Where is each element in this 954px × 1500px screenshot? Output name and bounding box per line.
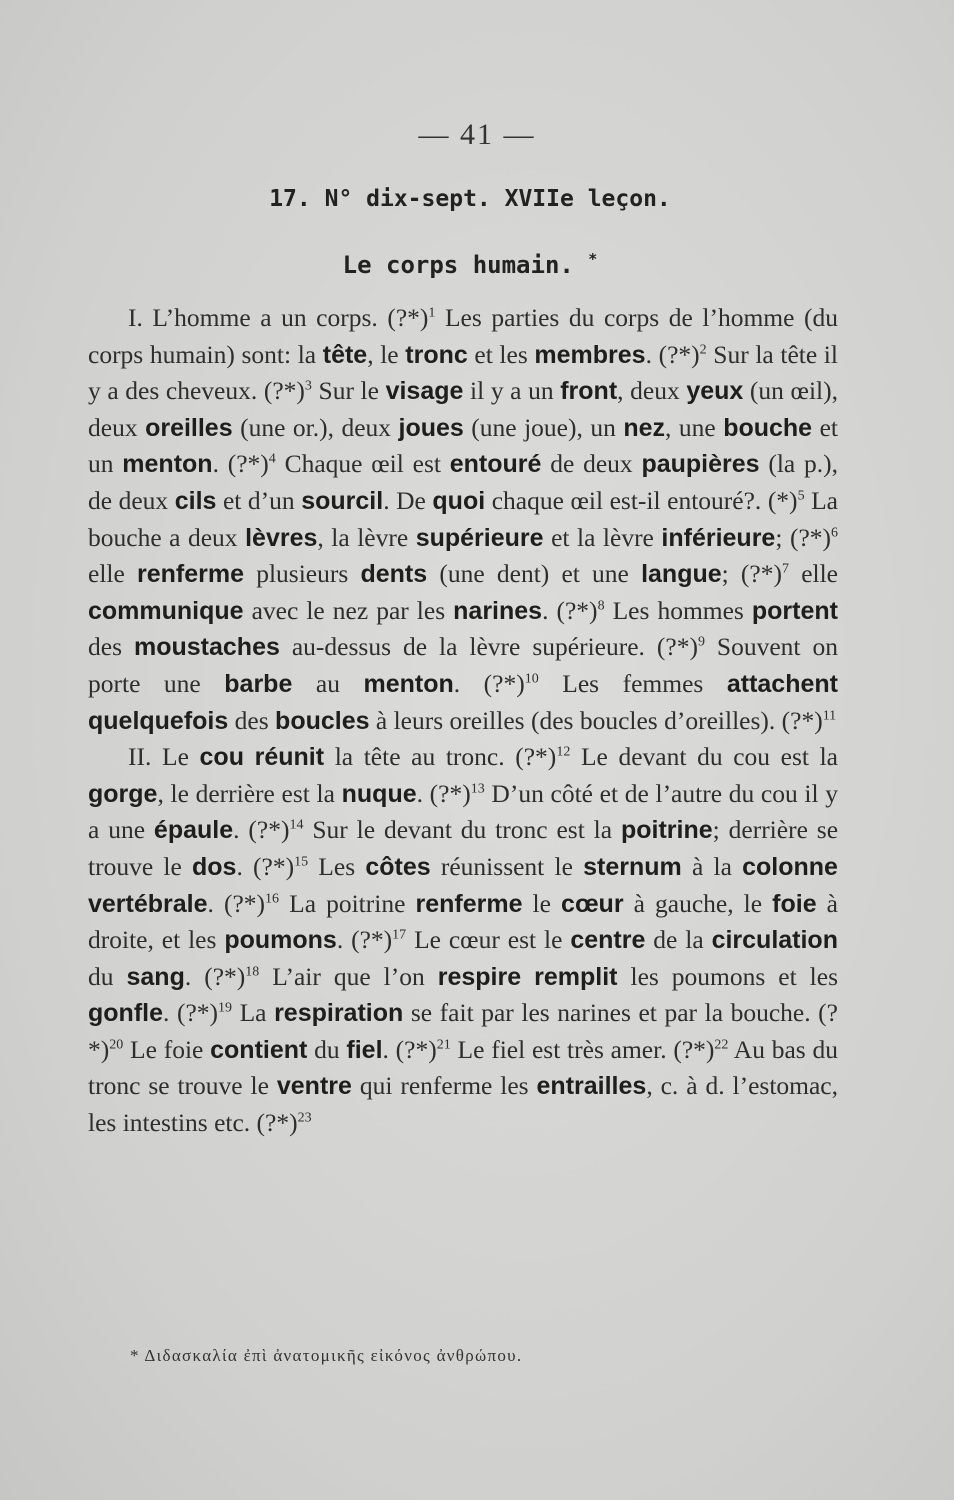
text-run: et la lèvre	[543, 522, 662, 552]
keyword: entouré	[449, 450, 542, 479]
footnote: * Διδασκαλία ἐπὶ ἀνατομικῆς εἰκόνος ἀνθρώπου.	[130, 1346, 523, 1365]
paragraph-one	[88, 300, 838, 739]
lesson-title	[0, 250, 940, 279]
text-run: ; (?*)	[775, 522, 831, 552]
keyword: ventre	[276, 1072, 352, 1101]
text-run: de deux	[541, 449, 642, 479]
text-run: se fait par les narines et par la bouche. (?*)	[88, 998, 838, 1064]
text-run: . (?*)	[336, 925, 393, 955]
keyword: oreilles	[145, 413, 233, 442]
text-run: La bouche a deux	[88, 485, 839, 552]
text-run: de la	[645, 925, 712, 955]
text-run: à la	[681, 851, 743, 881]
text-run: (une joue), un	[463, 412, 624, 442]
text-run: . (?*)	[207, 888, 266, 918]
keyword: poumons	[224, 926, 337, 955]
keyword: fiel	[346, 1035, 383, 1064]
lesson-heading: 17. N° dix-sept. XVIIe leçon.	[269, 186, 671, 212]
text-run: , le	[367, 339, 406, 369]
text-run: des	[228, 705, 276, 735]
keyword: nez	[623, 413, 666, 442]
text-run: le	[522, 888, 562, 918]
keyword: yeux	[686, 377, 744, 406]
keyword: entrailles	[536, 1072, 647, 1101]
keyword: sang	[126, 962, 185, 991]
keyword: tronc	[405, 340, 468, 369]
text-run: . (?*)	[233, 815, 290, 845]
text-run: la tête au tronc. (?*)	[324, 742, 557, 772]
question-number: 19	[218, 1000, 233, 1016]
question-number: 16	[265, 891, 280, 906]
question-number: 2	[699, 342, 707, 358]
text-run: du	[88, 961, 127, 991]
title-footnote-mark: *	[588, 250, 598, 268]
text-run: réunissent le	[430, 851, 584, 881]
question-number: 11	[822, 708, 837, 724]
text-run: Souvent on porte une	[88, 632, 838, 698]
question-number: 3	[304, 378, 312, 394]
text-run: à droite, et les	[88, 888, 839, 955]
text-run: D’un côté et de l’autre du cou il y a une	[88, 778, 838, 845]
question-number: 17	[392, 927, 407, 943]
question-number: 7	[782, 561, 789, 577]
text-run	[521, 962, 534, 991]
text-run: Le devant du cou est la	[570, 742, 838, 772]
text-run: (un œil), deux	[88, 376, 838, 442]
keyword: respire	[437, 962, 522, 991]
keyword: dents	[360, 560, 428, 589]
text-run: Les femmes	[538, 668, 727, 698]
keyword: attachent quelquefois	[88, 669, 838, 735]
text-run: elle	[88, 559, 138, 589]
keyword: réunit	[254, 743, 325, 772]
text-run: et un	[88, 412, 838, 479]
text-run: Sur le devant du tronc est la	[303, 815, 621, 845]
question-number: 1	[428, 305, 436, 321]
keyword: dos	[191, 852, 237, 881]
text-run: au-dessus de la lèvre supérieure. (?*)	[279, 632, 698, 662]
text-run: plusieurs	[244, 559, 361, 589]
question-number: 10	[524, 671, 539, 687]
keyword: langue	[641, 560, 722, 589]
keyword: bouche	[723, 413, 813, 442]
text-run: . (?*)	[382, 1034, 437, 1064]
text-run: elle	[789, 559, 839, 589]
text-run: Chaque œil est	[275, 449, 450, 479]
question-number: 9	[697, 634, 705, 650]
text-run: (la p.), de deux	[88, 449, 839, 515]
text-run: . De	[383, 485, 433, 515]
text-run: Sur le	[311, 376, 386, 406]
keyword: lèvres	[245, 523, 318, 552]
question-number: 13	[470, 781, 485, 797]
keyword: sternum	[583, 852, 682, 881]
keyword: moustaches	[133, 633, 280, 662]
paragraph-two	[88, 739, 838, 1142]
text-run: La poitrine	[279, 888, 416, 918]
text-run: à gauche, le	[623, 888, 773, 918]
keyword: remplit	[534, 962, 618, 991]
keyword: inférieure	[661, 523, 776, 552]
text-run: . (?*)	[184, 961, 246, 991]
text-run: , la lèvre	[317, 522, 416, 552]
text-run: (une dent) et une	[427, 559, 642, 589]
text-run: . (?*)	[212, 449, 269, 479]
page-number: — 41 —	[418, 118, 536, 151]
keyword: cou	[199, 743, 244, 772]
keyword: gorge	[88, 779, 158, 808]
text-run: . (?*)	[416, 778, 471, 808]
keyword: circulation	[711, 926, 838, 955]
text-run: I. L’homme a un corps. (?*)	[128, 303, 429, 332]
question-number: 20	[109, 1037, 124, 1053]
lesson-body	[88, 300, 838, 1142]
keyword: menton	[363, 669, 454, 698]
text-run: ; derrière se trouve le	[88, 815, 839, 881]
text-run: . (?*)	[163, 998, 219, 1028]
text-run: Le fiel est très amer. (?*)	[450, 1034, 715, 1064]
text-run: et d’un	[216, 485, 302, 515]
keyword: joues	[398, 413, 464, 442]
text-run: qui renferme les	[351, 1071, 537, 1101]
text-run: Sur la tête il y a des cheveux. (?*)	[88, 339, 838, 406]
text-run: ; (?*)	[721, 559, 782, 589]
question-number: 23	[297, 1110, 312, 1126]
text-run: , c. à d. l’estomac, les intestins etc. (?*)	[88, 1071, 838, 1138]
text-run: des	[88, 632, 134, 662]
text-run: . (?*)	[236, 851, 295, 881]
keyword: supérieure	[415, 523, 544, 552]
keyword: barbe	[224, 669, 293, 698]
text-run	[244, 742, 255, 771]
text-run: , le derrière est la	[157, 778, 342, 808]
question-number: 12	[556, 744, 571, 760]
keyword: quoi	[432, 486, 486, 515]
lesson-title-text: Le corps humain.	[342, 251, 574, 279]
keyword: côtes	[365, 852, 431, 881]
text-run: avec le nez par les	[243, 595, 454, 625]
text-run: Les	[308, 851, 366, 881]
keyword: communique	[88, 596, 244, 625]
text-run: II. Le	[128, 742, 200, 772]
keyword: centre	[570, 926, 646, 955]
keyword: narines	[453, 596, 543, 625]
keyword: renferme	[415, 889, 523, 918]
question-number: 6	[831, 525, 838, 541]
question-number: 21	[436, 1037, 451, 1053]
keyword: renferme	[137, 560, 245, 589]
text-run: il y a un	[463, 376, 561, 406]
keyword: foie	[772, 889, 817, 918]
text-run: Les parties du corps de l’homme (du corps humain) sont: la	[88, 303, 838, 369]
keyword: contient	[210, 1035, 308, 1064]
question-number: 14	[289, 817, 304, 833]
text-run: à leurs oreilles (des boucles d’oreilles). (?*)	[369, 705, 823, 735]
text-run: les poumons et les	[617, 961, 839, 991]
keyword: paupières	[641, 450, 760, 479]
keyword: cils	[174, 486, 217, 515]
text-run: et les	[467, 339, 535, 369]
text-run: Les hommes	[604, 595, 752, 625]
keyword: colonne vertébrale	[88, 852, 838, 918]
keyword: sourcil	[301, 486, 384, 515]
text-run: Au bas du tronc se trouve le	[88, 1034, 839, 1101]
keyword: épaule	[153, 816, 234, 845]
keyword: nuque	[341, 779, 417, 808]
keyword: menton	[122, 450, 213, 479]
text-run: (une or.), deux	[232, 412, 399, 442]
keyword: poitrine	[620, 816, 713, 845]
keyword: cœur	[561, 889, 624, 918]
text-run: au	[292, 668, 364, 698]
question-number: 8	[597, 598, 605, 614]
keyword: visage	[385, 377, 464, 406]
keyword: front	[560, 377, 618, 406]
text-run: . (?*)	[645, 339, 700, 369]
text-run: . (?*)	[542, 595, 598, 625]
text-run: , une	[665, 412, 724, 442]
keyword: portent	[751, 596, 838, 625]
keyword: respiration	[274, 999, 404, 1028]
keyword: tête	[322, 340, 368, 369]
text-run: L’air que l’on	[259, 961, 438, 991]
keyword: membres	[534, 340, 646, 369]
text-run: , deux	[617, 376, 687, 406]
question-number: 22	[714, 1037, 729, 1053]
text-run: La	[232, 998, 275, 1028]
question-number: 5	[797, 488, 805, 504]
question-number: 15	[294, 854, 309, 870]
text-run: Le foie	[123, 1034, 211, 1064]
text-run: Le cœur est le	[406, 925, 571, 955]
keyword: gonfle	[88, 999, 163, 1028]
question-number: 18	[245, 964, 260, 980]
text-run: du	[307, 1034, 347, 1064]
question-number: 4	[268, 451, 276, 467]
text-run: chaque œil est-il entouré?. (*)	[485, 485, 798, 515]
text-run: . (?*)	[453, 668, 525, 698]
keyword: boucles	[275, 706, 370, 735]
